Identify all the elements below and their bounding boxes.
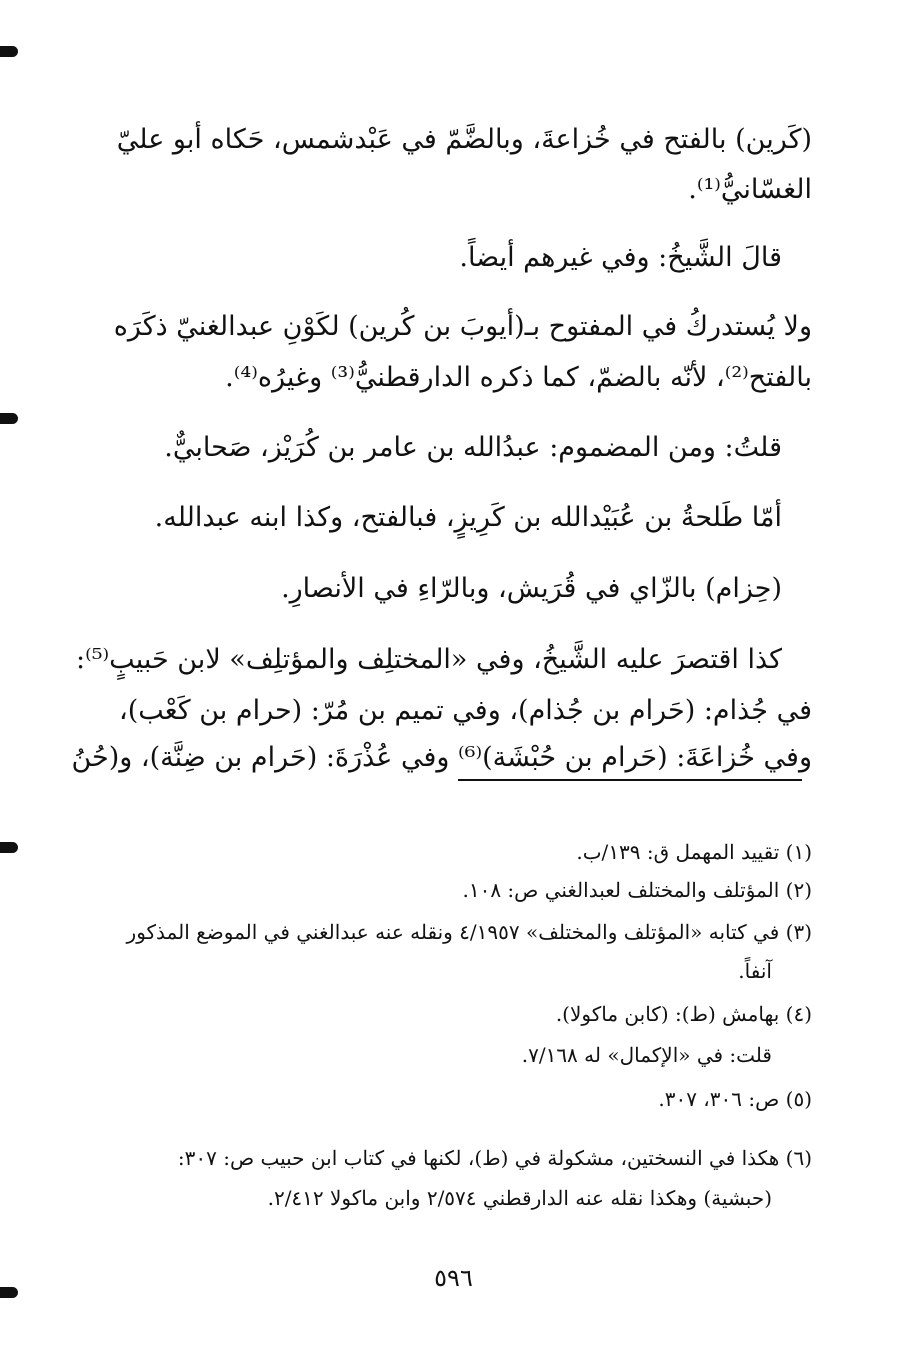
body-line: وفي خُزاعَةَ: (حَرام بن حُبْشَة)⁽⁶⁾ وفي عُذْرَةَ: (حَرام بن ضِنَّة)، و(حُنُ bbox=[71, 742, 812, 773]
footnote: (٦) هكذا في النسختين، مشكولة في (ط)، لكنها في كتاب ابن حبيب ص: ٣٠٧: bbox=[177, 1146, 812, 1170]
footnote: (٣) في كتابه «المؤتلف والمختلف» ٤/١٩٥٧ ونقله عنه عبدالغني في الموضع المذكور bbox=[126, 920, 812, 944]
footnote: (١) تقييد المهمل ق: ١٣٩/ب. bbox=[576, 840, 812, 864]
footnote: (٢) المؤتلف والمختلف لعبدالغني ص: ١٠٨. bbox=[462, 878, 812, 902]
body-line: بالفتح⁽²⁾، لأنّه بالضمّ، كما ذكره الدارقطنيُّ⁽³⁾ وغيرُه⁽⁴⁾. bbox=[225, 362, 812, 393]
body-line: قالَ الشَّيخُ: وفي غيرهم أيضاً. bbox=[459, 242, 782, 273]
body-line: في جُذام: (حَرام بن جُذام)، وفي تميم بن مُرّ: (حرام بن كَعْب)، bbox=[119, 695, 812, 726]
body-line: (حِزام) بالزّاي في قُرَيش، وبالرّاءِ في الأنصارِ. bbox=[281, 573, 782, 604]
edge-mark bbox=[0, 842, 18, 853]
edge-mark bbox=[0, 413, 18, 424]
footnote-continuation: آنفاً. bbox=[738, 959, 772, 983]
footnote-continuation: قلت: في «الإكمال» له ٧/١٦٨. bbox=[521, 1043, 772, 1067]
footnote: (٤) بهامش (ط): (كابن ماكولا). bbox=[555, 1002, 812, 1026]
body-line: أمّا طَلحةُ بن عُبَيْدالله بن كَرِيزٍ، فبالفتح، وكذا ابنه عبدالله. bbox=[154, 502, 782, 533]
body-line: كذا اقتصرَ عليه الشَّيخُ، وفي «المختلِف والمؤتلِف» لابن حَبيبٍ⁽⁵⁾: bbox=[75, 644, 782, 675]
footnote-separator bbox=[458, 779, 802, 781]
body-line: الغسّانيُّ⁽¹⁾. bbox=[688, 174, 812, 205]
body-line: ولا يُستدركُ في المفتوح بـ(أيوبَ بن كُرين) لكَوْنِ عبدالغنيّ ذكَرَه bbox=[113, 311, 812, 342]
body-line: قلتُ: ومن المضموم: عبدُالله بن عامر بن كُرَيْز، صَحابيٌّ. bbox=[164, 432, 782, 463]
edge-mark bbox=[0, 46, 18, 57]
page-number: ٥٩٦ bbox=[434, 1264, 473, 1292]
footnote: (٥) ص: ٣٠٦، ٣٠٧. bbox=[658, 1087, 812, 1111]
body-line: (كَرين) بالفتح في خُزاعةَ، وبالضَّمّ في عَبْدشمس، حَكاه أبو عليّ bbox=[116, 124, 812, 155]
footnote-continuation: (حبشية) وهكذا نقله عنه الدارقطني ٢/٥٧٤ وابن ماكولا ٢/٤١٢. bbox=[267, 1186, 772, 1210]
